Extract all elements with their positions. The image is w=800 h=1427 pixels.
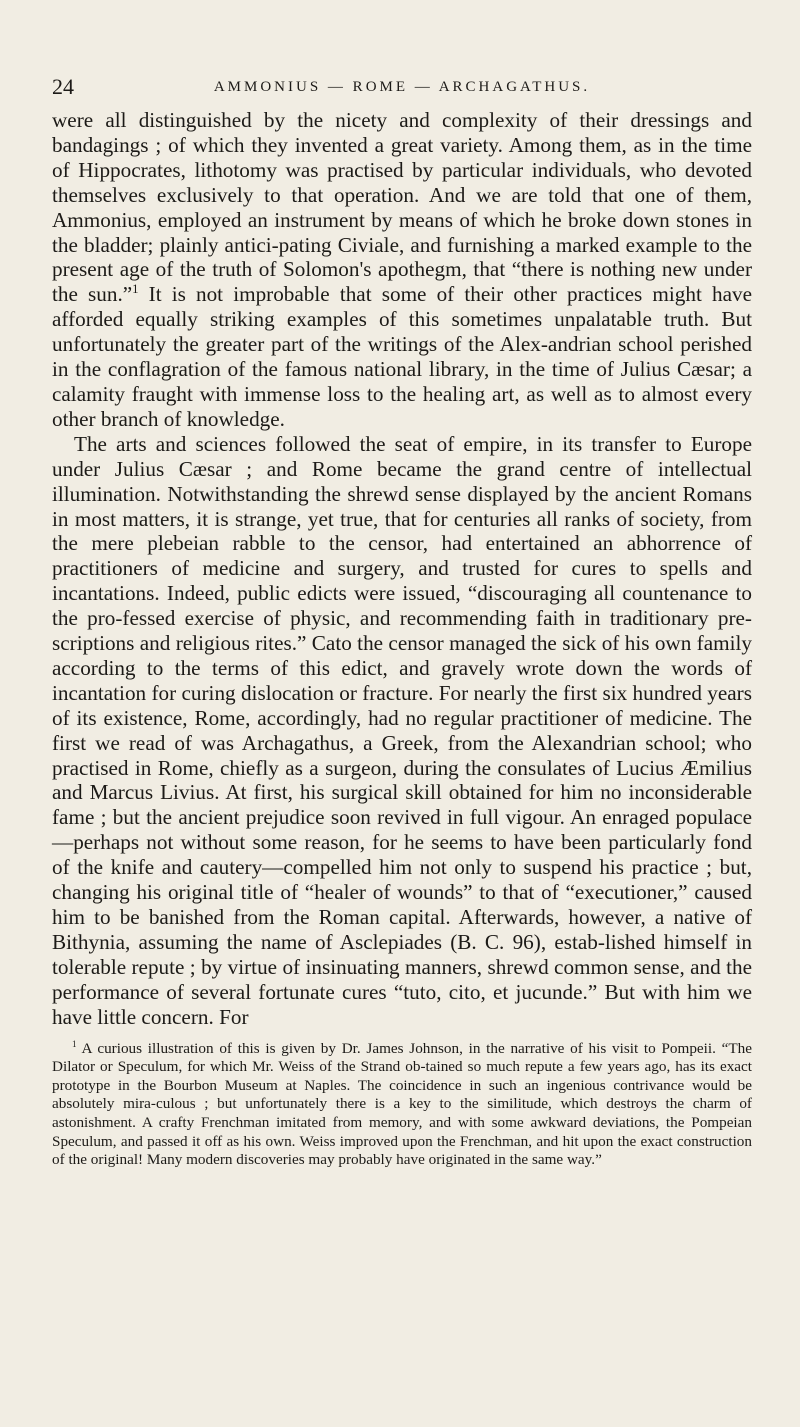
paragraph-1-continued: It is not improbable that some of their other practices might have afforded equally striking examples of this sometimes unpalatable truth. But unfortunately the greater part of the writings of the Alex-andrian school perished in the conflagration of the famous national library, in the time of Julius Cæsar; a calamity fraught with immense loss to the healing art, as well as to almost every other branch of knowledge. <box>52 282 752 431</box>
paragraph-1 <box>52 108 752 432</box>
page-header <box>52 72 752 106</box>
footnote-text: A curious illustration of this is given by Dr. James Johnson, in the narrative of his visit to Pompeii. “The Dilator or Speculum, for which Mr. Weiss of the Strand ob-tained so much repute a few years ago, has its exact prototype in the Bourbon Museum at Naples. The coincidence in such an ingenious contrivance would be absolutely mira-culous ; but unfortunately there is a key to the similitude, which destroys the charm of astonishment. A crafty Frenchman imitated from memory, and with some awkward deviations, the Pompeian Speculum, and passed it off as his own. Weiss improved upon the Frenchman, and hit upon the exact construction of the original! Many modern discoveries may probably have originated in the same way.” <box>52 1039 752 1169</box>
footnote <box>52 1040 752 1170</box>
paragraph-1-text: were all distinguished by the nicety and complexity of their dressings and bandagings ; of which they invented a great variety. Among them, as in the time of Hippocrates, lithotomy was practised by particular individuals, who devoted themselves exclusively to that operation. And we are told that one of them, Ammonius, employed an instrument by means of which he broke down stones in the bladder; plainly antici-pating Civiale, and furnishing a marked example to the present age of the truth of Solomon's apothegm, that “there is nothing new under the sun.” <box>52 108 752 307</box>
body-text <box>52 108 752 1030</box>
book-page <box>52 72 752 1170</box>
running-head: AMMONIUS — ROME — ARCHAGATHUS. <box>213 79 591 95</box>
footnote-marker: 1 <box>72 1038 77 1049</box>
paragraph-2: The arts and sciences followed the seat of empire, in its transfer to Europe under Julius Cæsar ; and Rome became the grand centre of intellectual illumination. Notwithstanding the shrewd sense displayed by the ancient Romans in most matters, it is strange, yet true, that for centuries all ranks of society, from the mere plebeian rabble to the censor, had entertained an abhorrence of practitioners of medicine and surgery, and trusted for cures to spells and incantations. Indeed, public edicts were issued, “discouraging all countenance to the pro-fessed exercise of physic, and recommending faith in traditionary pre-scriptions and religious rites.” Cato the censor managed the sick of his own family according to the terms of this edict, and gravely wrote down the words of incantation for curing dislocation or fracture. For nearly the first six hundred years of its existence, Rome, accordingly, had no regular practitioner of medicine. The first we read of was Archagathus, a Greek, from the Alexandrian school; who practised in Rome, chiefly as a surgeon, during the consulates of Lucius Æmilius and Marcus Livius. At first, his surgical skill obtained for him no inconsiderable fame ; but the ancient prejudice soon revived in full vigour. An enraged populace—perhaps not without some reason, for he seems to have been particularly fond of the knife and cautery—compelled him not only to suspend his practice ; but, changing his original title of “healer of wounds” to that of “executioner,” caused him to be banished from the Roman capital. Afterwards, however, a native of Bithynia, assuming the name of Asclepiades (B. C. 96), estab-lished himself in tolerable repute ; by virtue of insinuating manners, shrewd common sense, and the performance of several fortunate cures “tuto, cito, et jucunde.” But with him we have little concern. For <box>52 431 752 1029</box>
footnote-reference: 1 <box>132 282 139 297</box>
page-number: 24 <box>52 74 74 99</box>
